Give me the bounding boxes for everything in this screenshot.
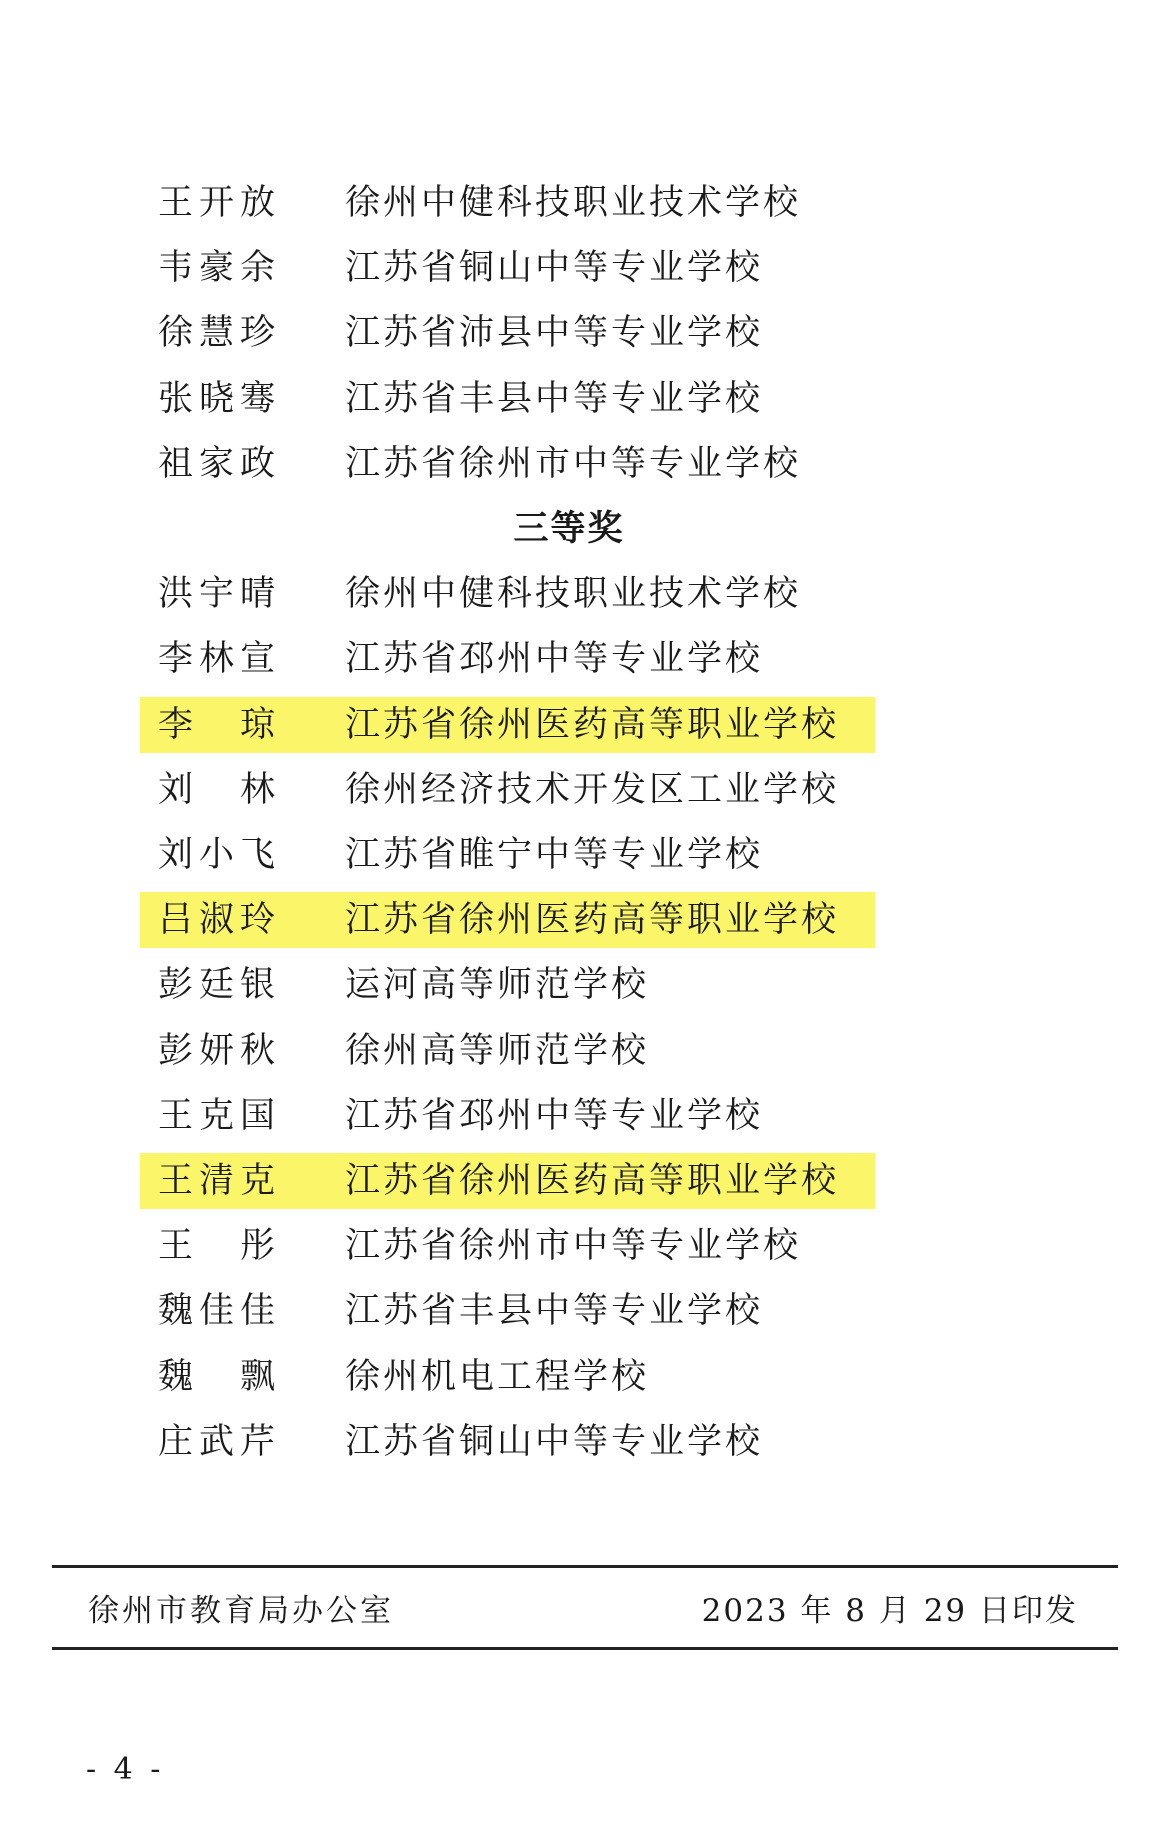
list-item (140, 957, 860, 1013)
school-name: 江苏省徐州医药高等职业学校 (345, 1161, 840, 1201)
school-name: 江苏省铜山中等专业学校 (345, 248, 764, 289)
school-name: 江苏省徐州市中等专业学校 (345, 1226, 802, 1267)
footer-bottom-rule (52, 1647, 1118, 1650)
list-item (140, 1349, 860, 1405)
winner-name: 王克国 (158, 1095, 282, 1136)
list-item (140, 1088, 860, 1144)
list-item-highlighted (140, 697, 875, 753)
school-name: 江苏省沛县中等专业学校 (345, 313, 764, 354)
list-item (140, 240, 860, 296)
school-name: 江苏省铜山中等专业学校 (345, 1421, 764, 1462)
school-name: 江苏省邳州中等专业学校 (345, 1095, 764, 1136)
winner-name: 徐慧珍 (158, 313, 282, 354)
list-item (140, 762, 860, 818)
list-item (140, 371, 860, 427)
winner-name: 李林宣 (158, 639, 282, 680)
list-item (140, 1283, 860, 1339)
winner-name: 魏 飘 (158, 1356, 282, 1397)
winner-name: 李 琼 (158, 704, 282, 745)
list-item (140, 1414, 860, 1470)
winner-name: 王开放 (158, 183, 282, 223)
school-name: 江苏省睢宁中等专业学校 (345, 835, 764, 875)
list-item (140, 631, 860, 687)
winner-name: 魏佳佳 (158, 1291, 282, 1332)
list-item (140, 827, 860, 883)
school-name: 徐州机电工程学校 (345, 1356, 650, 1397)
winner-name: 刘 林 (158, 769, 282, 810)
footer-date: 2023 年 8 月 29 日印发 (701, 1593, 1078, 1629)
winner-name: 王 彤 (158, 1226, 282, 1267)
winner-name: 洪宇晴 (158, 574, 282, 615)
list-item-highlighted (140, 1153, 875, 1209)
winner-name: 庄武芹 (158, 1421, 282, 1462)
list-item (140, 436, 860, 492)
list-item (140, 566, 860, 622)
list-item-highlighted (140, 892, 875, 948)
school-name: 江苏省丰县中等专业学校 (345, 1291, 764, 1332)
footer-top-rule (52, 1565, 1118, 1568)
winner-name: 彭廷银 (158, 965, 282, 1006)
winner-name: 祖家政 (158, 443, 282, 484)
list-item (140, 305, 860, 361)
school-name: 徐州中健科技职业技术学校 (345, 183, 802, 223)
list-item (140, 1218, 860, 1274)
school-name: 江苏省邳州中等专业学校 (345, 639, 764, 680)
school-name: 徐州高等师范学校 (345, 1030, 650, 1071)
winner-name: 张晓骞 (158, 378, 282, 419)
school-name: 江苏省徐州市中等专业学校 (345, 443, 802, 484)
school-name: 江苏省丰县中等专业学校 (345, 378, 764, 419)
footer-issuer: 徐州市教育局办公室 (88, 1593, 394, 1629)
list-item (140, 1023, 860, 1079)
school-name: 运河高等师范学校 (345, 965, 650, 1006)
list-item (140, 175, 860, 231)
school-name: 江苏省徐州医药高等职业学校 (345, 704, 840, 745)
winner-name: 刘小飞 (158, 835, 282, 875)
school-name: 江苏省徐州医药高等职业学校 (345, 900, 840, 941)
winner-name: 韦豪余 (158, 248, 282, 289)
winner-name: 王清克 (158, 1161, 282, 1201)
winner-name: 彭妍秋 (158, 1030, 282, 1071)
page-number: - 4 - (86, 1752, 165, 1787)
section-heading-third-prize: 三等奖 (513, 508, 625, 549)
winner-name: 吕淑玲 (158, 900, 282, 941)
school-name: 徐州经济技术开发区工业学校 (345, 769, 840, 810)
school-name: 徐州中健科技职业技术学校 (345, 574, 802, 615)
